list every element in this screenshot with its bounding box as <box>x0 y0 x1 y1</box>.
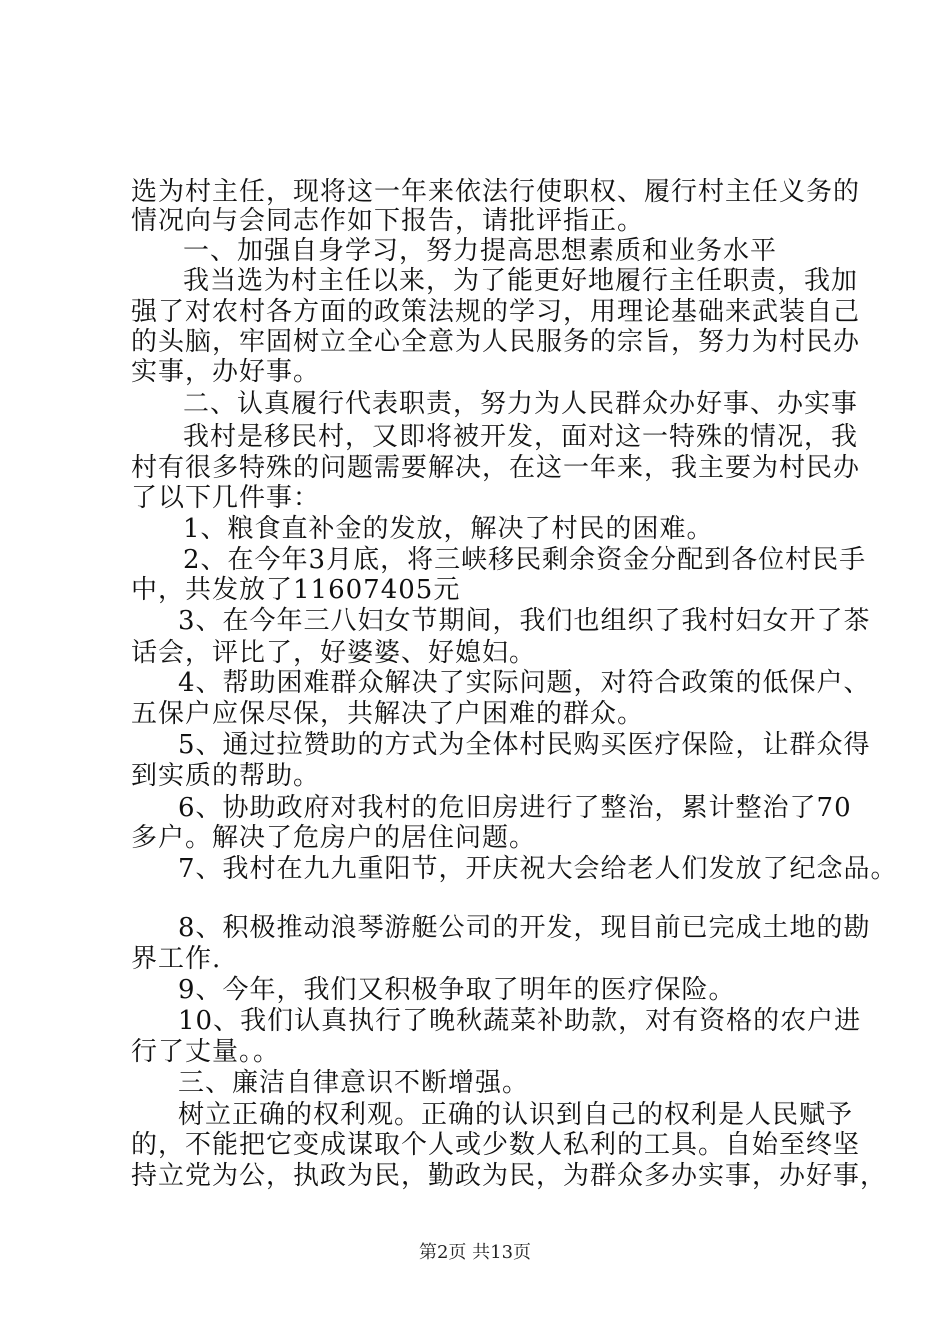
text-line: 的，不能把它变成谋取个人或少数人私利的工具。自始至终坚 <box>131 1130 861 1160</box>
text-line: 中，共发放了11607405元 <box>131 575 461 605</box>
list-item: 10、我们认真执行了晚秋蔬菜补助款，对有资格的农户进 <box>178 1006 862 1036</box>
text-line: 行了丈量。。 <box>131 1037 281 1067</box>
text-line: 选为村主任，现将这一年来依法行使职权、履行村主任义务的 <box>131 177 861 207</box>
text-line: 了以下几件事： <box>131 483 321 513</box>
list-item: 2、在今年3月底，将三峡移民剩余资金分配到各位村民手 <box>183 545 867 575</box>
text-line: 情况向与会同志作如下报告，请批评指正。 <box>131 206 645 236</box>
text-line: 我村是移民村，又即将被开发，面对这一特殊的情况，我 <box>183 422 859 452</box>
text-line: 树立正确的权利观。正确的认识到自己的权利是人民赋予 <box>178 1100 854 1130</box>
list-item: 7、我村在九九重阳节，开庆祝大会给老人们发放了纪念品。 <box>178 854 898 884</box>
list-item: 1、粮食直补金的发放，解决了村民的困难。 <box>183 514 714 544</box>
text-line: 强了对农村各方面的政策法规的学习，用理论基础来武装自己 <box>131 297 861 327</box>
list-item: 5、通过拉赞助的方式为全体村民购买医疗保险，让群众得 <box>178 730 871 760</box>
text-line: 的头脑，牢固树立全心全意为人民服务的宗旨，努力为村民办 <box>131 327 861 357</box>
text-line: 到实质的帮助。 <box>131 761 321 791</box>
list-item: 8、积极推动浪琴游艇公司的开发，现目前已完成土地的勘 <box>178 913 871 943</box>
list-item: 4、帮助困难群众解决了实际问题，对符合政策的低保户、 <box>178 668 871 698</box>
text-line: 界工作. <box>131 944 222 974</box>
text-line: 村有很多特殊的问题需要解决，在这一年来，我主要为村民办 <box>131 453 861 483</box>
page-footer: 第2页 共13页 <box>418 1242 532 1263</box>
text-line: 持立党为公，执政为民，勤政为民，为群众多办实事，办好事， <box>131 1161 888 1191</box>
text-line: 多户。解决了危房户的居住问题。 <box>131 823 537 853</box>
list-item: 6、协助政府对我村的危旧房进行了整治，累计整治了70 <box>178 793 852 823</box>
text-line: 五保户应保尽保，共解决了户困难的群众。 <box>131 699 645 729</box>
text-line: 实事，办好事。 <box>131 357 321 387</box>
text-line: 我当选为村主任以来，为了能更好地履行主任职责，我加 <box>183 266 859 296</box>
section-heading: 二、认真履行代表职责，努力为人民群众办好事、办实事 <box>183 389 859 419</box>
list-item: 3、在今年三八妇女节期间，我们也组织了我村妇女开了茶 <box>178 606 871 636</box>
text-line: 话会，评比了，好婆婆、好媳妇。 <box>131 638 537 668</box>
section-heading: 三、廉洁自律意识不断增强。 <box>178 1068 530 1098</box>
section-heading: 一、加强自身学习，努力提高思想素质和业务水平 <box>183 236 778 266</box>
list-item: 9、今年，我们又积极争取了明年的医疗保险。 <box>178 975 736 1005</box>
